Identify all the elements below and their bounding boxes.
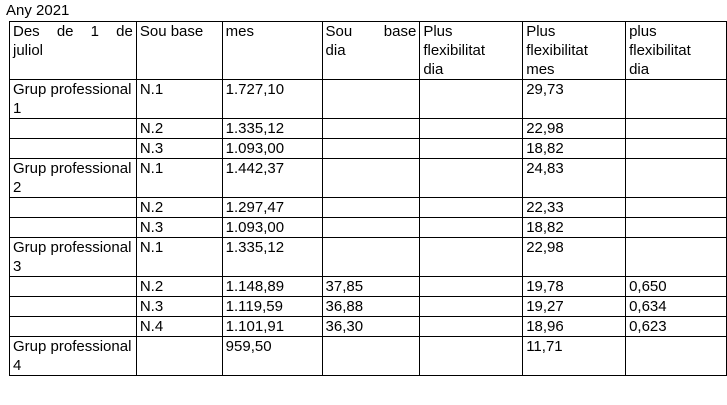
header-sou-base-dia — [322, 22, 420, 80]
cell-sou-base-dia — [322, 159, 420, 198]
cell-level: N.2 — [136, 198, 222, 218]
cell-sou-base-dia: 36,30 — [322, 317, 420, 337]
header-date — [10, 22, 137, 80]
header-plus-flex-dia-line3: dia — [423, 61, 444, 78]
cell-mes: 1.148,89 — [222, 277, 322, 297]
cell-plus-flex-dia — [420, 238, 523, 277]
header-sou-base-dia-line2: dia — [325, 42, 346, 59]
header-plus-flex-dia-2-line3: dia — [629, 61, 650, 78]
header-plus-flex-mes-line3: mes — [526, 61, 555, 78]
cell-sou-base-dia — [322, 198, 420, 218]
cell-mes: 1.442,37 — [222, 159, 322, 198]
cell-mes: 1.297,47 — [222, 198, 322, 218]
cell-plus-flex-dia — [420, 159, 523, 198]
cell-mes: 1.335,12 — [222, 238, 322, 277]
cell-mes: 1.101,91 — [222, 317, 322, 337]
cell-sou-base-dia — [322, 139, 420, 159]
table-row — [10, 218, 727, 238]
cell-plus-flex-dia-2 — [626, 238, 727, 277]
cell-sou-base-dia — [322, 238, 420, 277]
cell-sou-base-dia — [322, 218, 420, 238]
cell-group: Grup professional 3 — [10, 238, 137, 277]
header-plus-flex-dia-2 — [626, 22, 727, 80]
cell-plus-flex-mes: 18,96 — [523, 317, 626, 337]
cell-group — [10, 139, 137, 159]
header-plus-flex-dia-line1: Plus — [423, 23, 453, 40]
cell-sou-base-dia — [322, 119, 420, 139]
header-plus-flex-dia-2-line1: plus — [629, 23, 657, 40]
cell-plus-flex-dia — [420, 317, 523, 337]
table-row — [10, 317, 727, 337]
header-sou-base-dia-line1: Sou base — [325, 23, 417, 40]
cell-plus-flex-dia-2 — [626, 159, 727, 198]
cell-plus-flex-dia-2 — [626, 337, 727, 376]
cell-plus-flex-dia — [420, 277, 523, 297]
header-date-line1: Des de 1 de — [13, 23, 133, 40]
cell-plus-flex-dia — [420, 119, 523, 139]
salary-table — [9, 21, 727, 376]
cell-level: N.1 — [136, 238, 222, 277]
cell-plus-flex-dia-2: 0,650 — [626, 277, 727, 297]
header-plus-flex-mes-line2: flexibilitat — [526, 42, 588, 59]
salary-table-body — [10, 22, 727, 376]
cell-plus-flex-mes: 22,98 — [523, 119, 626, 139]
table-row — [10, 297, 727, 317]
cell-mes: 1.093,00 — [222, 139, 322, 159]
cell-plus-flex-mes: 18,82 — [523, 218, 626, 238]
cell-level: N.1 — [136, 159, 222, 198]
cell-plus-flex-dia — [420, 139, 523, 159]
table-row — [10, 80, 727, 119]
cell-plus-flex-mes: 29,73 — [523, 80, 626, 119]
table-row — [10, 337, 727, 376]
cell-level: N.3 — [136, 139, 222, 159]
cell-sou-base-dia — [322, 337, 420, 376]
cell-group — [10, 198, 137, 218]
cell-group — [10, 317, 137, 337]
cell-mes: 959,50 — [222, 337, 322, 376]
cell-plus-flex-mes: 11,71 — [523, 337, 626, 376]
cell-sou-base-dia: 37,85 — [322, 277, 420, 297]
cell-group — [10, 277, 137, 297]
cell-plus-flex-dia-2 — [626, 139, 727, 159]
table-row — [10, 119, 727, 139]
cell-sou-base-dia: 36,88 — [322, 297, 420, 317]
cell-level: N.3 — [136, 218, 222, 238]
cell-plus-flex-dia-2 — [626, 80, 727, 119]
cell-group — [10, 218, 137, 238]
cell-level: N.4 — [136, 317, 222, 337]
cell-plus-flex-mes: 22,33 — [523, 198, 626, 218]
cell-mes: 1.335,12 — [222, 119, 322, 139]
header-sou-base: Sou base — [136, 22, 222, 80]
header-plus-flex-dia — [420, 22, 523, 80]
cell-plus-flex-mes: 19,27 — [523, 297, 626, 317]
cell-group: Grup professional 1 — [10, 80, 137, 119]
cell-group: Grup professional 2 — [10, 159, 137, 198]
cell-mes: 1.093,00 — [222, 218, 322, 238]
cell-level: N.2 — [136, 119, 222, 139]
cell-plus-flex-dia-2 — [626, 119, 727, 139]
table-row — [10, 277, 727, 297]
cell-plus-flex-dia — [420, 218, 523, 238]
cell-level: N.3 — [136, 297, 222, 317]
header-mes: mes — [222, 22, 322, 80]
header-plus-flex-dia-line2: flexibilitat — [423, 42, 486, 59]
cell-plus-flex-mes: 22,98 — [523, 238, 626, 277]
table-row — [10, 139, 727, 159]
cell-plus-flex-dia — [420, 297, 523, 317]
table-row — [10, 238, 727, 277]
cell-plus-flex-dia-2 — [626, 198, 727, 218]
table-row — [10, 198, 727, 218]
cell-plus-flex-dia — [420, 198, 523, 218]
cell-group: Grup professional 4 — [10, 337, 137, 376]
cell-plus-flex-mes: 19,78 — [523, 277, 626, 297]
cell-plus-flex-mes: 18,82 — [523, 139, 626, 159]
cell-plus-flex-dia — [420, 80, 523, 119]
header-date-line2: juliol — [13, 42, 44, 59]
table-caption: Any 2021 — [6, 2, 70, 19]
header-plus-flex-mes — [523, 22, 626, 80]
cell-sou-base-dia — [322, 80, 420, 119]
cell-mes: 1.119,59 — [222, 297, 322, 317]
cell-group — [10, 297, 137, 317]
table-row — [10, 159, 727, 198]
cell-level: N.2 — [136, 277, 222, 297]
cell-plus-flex-dia — [420, 337, 523, 376]
cell-group — [10, 119, 137, 139]
cell-level — [136, 337, 222, 376]
cell-plus-flex-dia-2: 0,634 — [626, 297, 727, 317]
header-row — [10, 22, 727, 80]
cell-plus-flex-dia-2 — [626, 218, 727, 238]
header-plus-flex-dia-2-line2: flexibilitat — [629, 42, 691, 59]
cell-plus-flex-mes: 24,83 — [523, 159, 626, 198]
header-plus-flex-mes-line1: Plus — [526, 23, 556, 40]
cell-plus-flex-dia-2: 0,623 — [626, 317, 727, 337]
cell-mes: 1.727,10 — [222, 80, 322, 119]
cell-level: N.1 — [136, 80, 222, 119]
